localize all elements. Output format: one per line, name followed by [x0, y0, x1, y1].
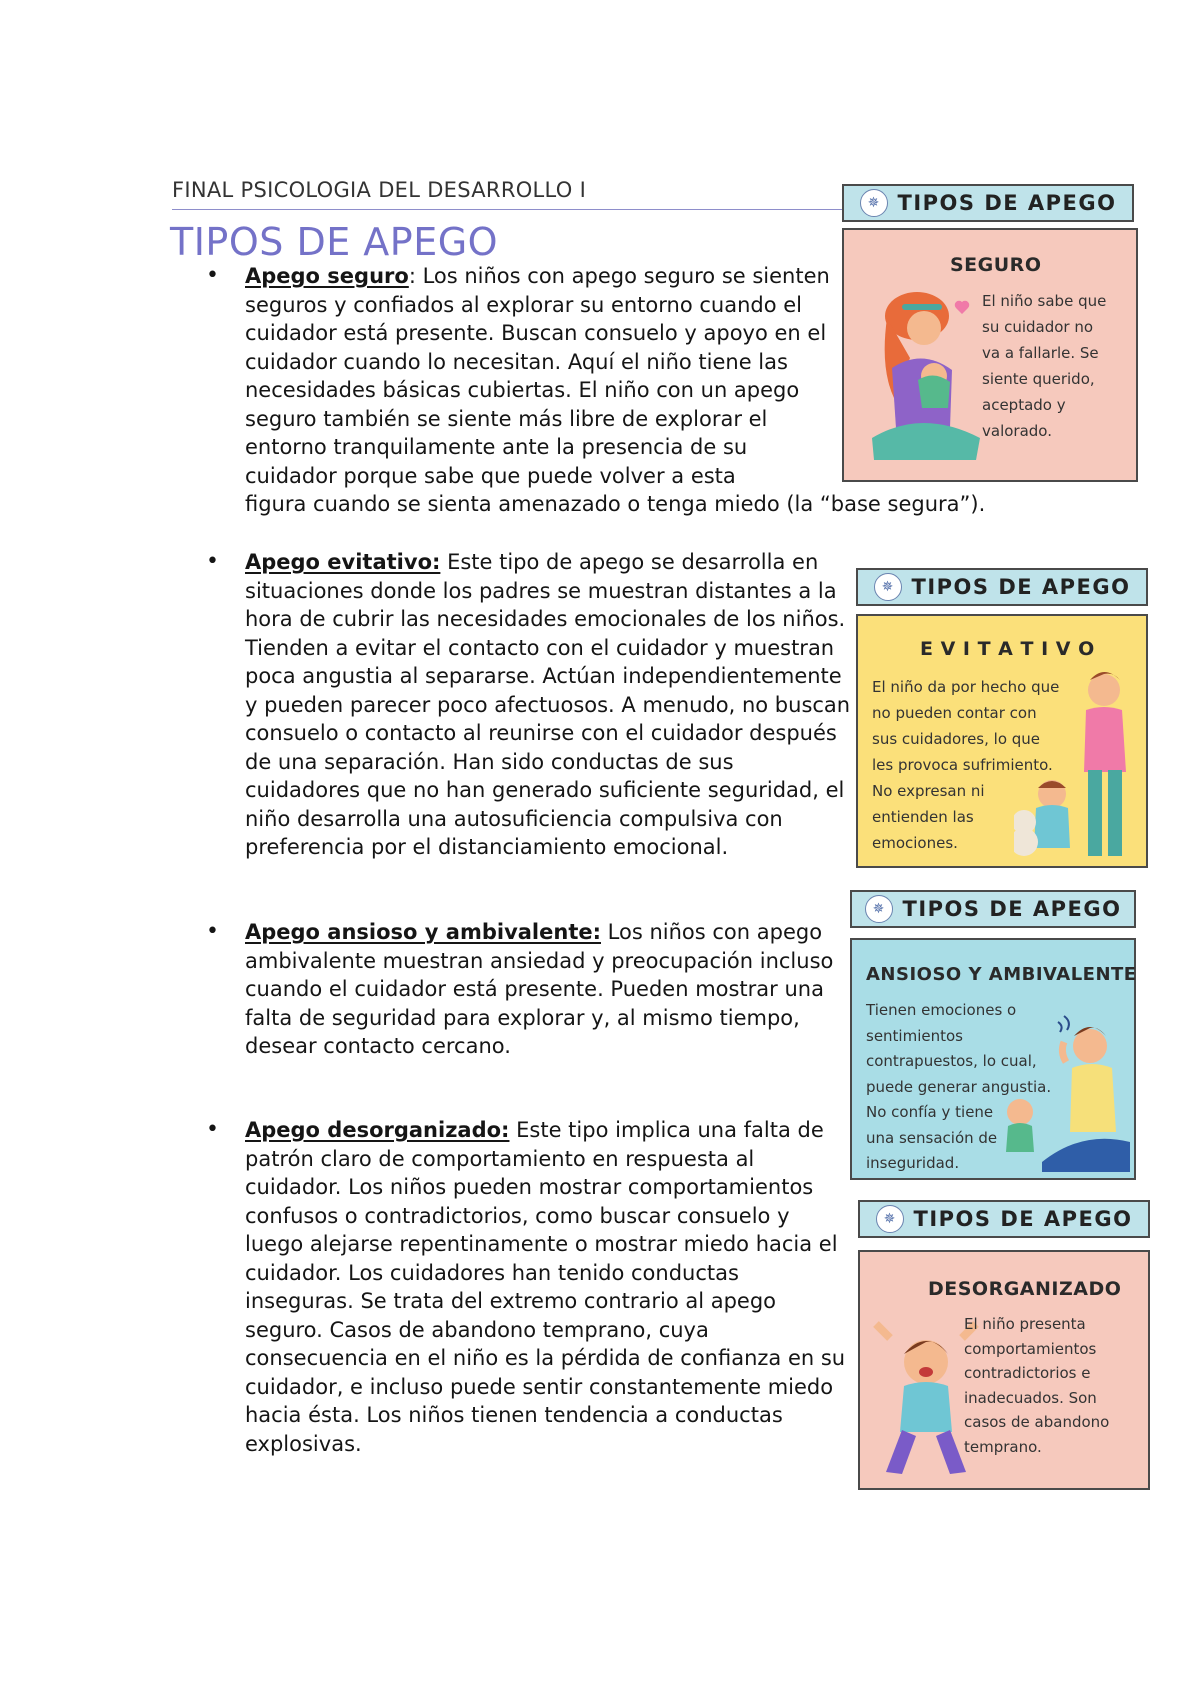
- card-line: no pueden contar con: [872, 704, 1037, 722]
- card-line: va a fallarle. Se: [982, 344, 1099, 362]
- card-line: El niño da por hecho que: [872, 678, 1060, 696]
- bullet-icon: •: [206, 1117, 219, 1142]
- card-line: aceptado y: [982, 396, 1066, 414]
- item-term: Apego desorganizado:: [245, 1118, 510, 1142]
- card-line: casos de abandono: [964, 1413, 1110, 1431]
- page-title: TIPOS DE APEGO: [170, 220, 499, 264]
- item-term: Apego seguro: [245, 264, 409, 288]
- item-text: Los niños con apego ambivalente muestran ansiedad y preocupación incluso cuando el cuidador está presente. Pueden mostrar una falta de seguridad para explorar y, al mismo tiempo, desear contacto cercano.: [245, 920, 834, 1058]
- card-title: E V I T A T I V O: [920, 638, 1095, 660]
- card-line: El niño presenta: [964, 1315, 1086, 1333]
- item-text-last-line: figura cuando se sienta amenazado o tenga miedo (la “base segura”).: [245, 492, 986, 516]
- card-text: [964, 1312, 1144, 1459]
- document-header: FINAL PSICOLOGIA DEL DESARROLLO I: [172, 178, 587, 202]
- item-term: Apego ansioso y ambivalente:: [245, 920, 601, 944]
- card-line: emociones.: [872, 834, 958, 852]
- card-banner-label: TIPOS DE APEGO: [911, 575, 1131, 599]
- card-line: comportamientos: [964, 1339, 1097, 1358]
- card-text: [866, 998, 1066, 1177]
- item-text: : Los niños con apego seguro se sienten seguros y confiados al explorar su entorno cuando el cuidador está presente. Buscan consuelo y apoyo en el cuidador cuando lo necesitan. Aquí el niño tiene las necesidades básicas cubiertas. El niño con un apego seguro también se siente más libre de explorar el entorno tranquilamente ante la presencia de su cuidador porque sabe que puede volver a esta: [245, 264, 830, 488]
- card-line: Tienen emociones o: [866, 1001, 1017, 1019]
- mother-hugging-child-illustration: [862, 288, 982, 468]
- card-line: inadecuados. Son: [964, 1388, 1097, 1407]
- card-ansioso: [850, 938, 1136, 1180]
- card-desorganizado: [858, 1250, 1150, 1490]
- card-line: su cuidador no: [982, 318, 1094, 336]
- bullet-icon: •: [206, 263, 219, 288]
- bullet-icon: •: [206, 919, 219, 944]
- card-line: les provoca sufrimiento.: [872, 756, 1053, 774]
- card-banner-ansioso: [850, 890, 1136, 928]
- card-title: ANSIOSO Y AMBIVALENTE: [866, 964, 1137, 985]
- card-title: DESORGANIZADO: [928, 1278, 1122, 1300]
- header-rule: [172, 209, 842, 210]
- card-text: [872, 674, 1072, 856]
- seal-icon: ✵: [860, 189, 888, 217]
- card-line: contradictorios e: [964, 1364, 1091, 1382]
- card-line: sus cuidadores, lo que: [872, 730, 1041, 748]
- card-title: SEGURO: [950, 254, 1042, 276]
- card-evitativo: [856, 614, 1148, 868]
- card-line: temprano.: [964, 1437, 1042, 1456]
- seal-icon: ✵: [876, 1205, 904, 1233]
- item-text: Este tipo implica una falta de patrón claro de comportamiento en respuesta al cuidador. Los niños pueden mostrar comportamientos confusos o contradictorios, como buscar consuelo y luego alejarse repentinamente o mostrar miedo hacia el cuidador. Los cuidadores han tenido conductas inseguras. Se trata del extremo contrario al apego seguro. Casos de abandono temprano, cuya consecuencia en el niño es la pérdida de confianza en su cuidador, e incluso puede sentir constantemente miedo hacia ésta. Los niños tienen tendencia a conductas explosivas.: [245, 1118, 846, 1456]
- card-line: valorado.: [982, 422, 1052, 440]
- card-line: inseguridad.: [866, 1154, 960, 1172]
- card-banner-label: TIPOS DE APEGO: [902, 897, 1122, 921]
- card-line: El niño sabe que: [982, 292, 1107, 310]
- seal-icon: ✵: [874, 573, 902, 601]
- bullet-icon: •: [206, 549, 219, 574]
- card-banner-desorganizado: [858, 1200, 1150, 1238]
- card-line: sentimientos: [866, 1026, 963, 1045]
- card-line: entienden las: [872, 808, 974, 826]
- card-banner-evitativo: [856, 568, 1148, 606]
- card-seguro: [842, 228, 1138, 482]
- card-banner-seguro: [842, 184, 1134, 222]
- card-line: siente querido,: [982, 370, 1095, 388]
- seal-icon: ✵: [865, 895, 893, 923]
- card-line: No expresan ni: [872, 782, 985, 800]
- card-line: contrapuestos, lo cual,: [866, 1052, 1037, 1070]
- item-text: Este tipo de apego se desarrolla en situaciones donde los padres se muestran distantes a la hora de cubrir las necesidades emocionales de los niños. Tienden a evitar el contacto con el cuidador y muestran poca angustia al separarse. Actúan independientemente y pueden parecer poco afectuosos. A menudo, no buscan consuelo o contacto al reunirse con el cuidador después de una separación. Han sido conductas de sus cuidadores que no han generado suficiente seguridad, el niño desarrolla una autosuficiencia compulsiva con preferencia por el distanciamiento emocional.: [245, 550, 851, 859]
- item-term: Apego evitativo:: [245, 550, 441, 574]
- card-line: No confía y tiene: [866, 1103, 994, 1121]
- card-line: una sensación de: [866, 1128, 998, 1147]
- card-banner-label: TIPOS DE APEGO: [897, 191, 1117, 215]
- card-text: [982, 288, 1132, 444]
- card-line: puede generar angustia.: [866, 1077, 1052, 1096]
- card-banner-label: TIPOS DE APEGO: [913, 1207, 1133, 1231]
